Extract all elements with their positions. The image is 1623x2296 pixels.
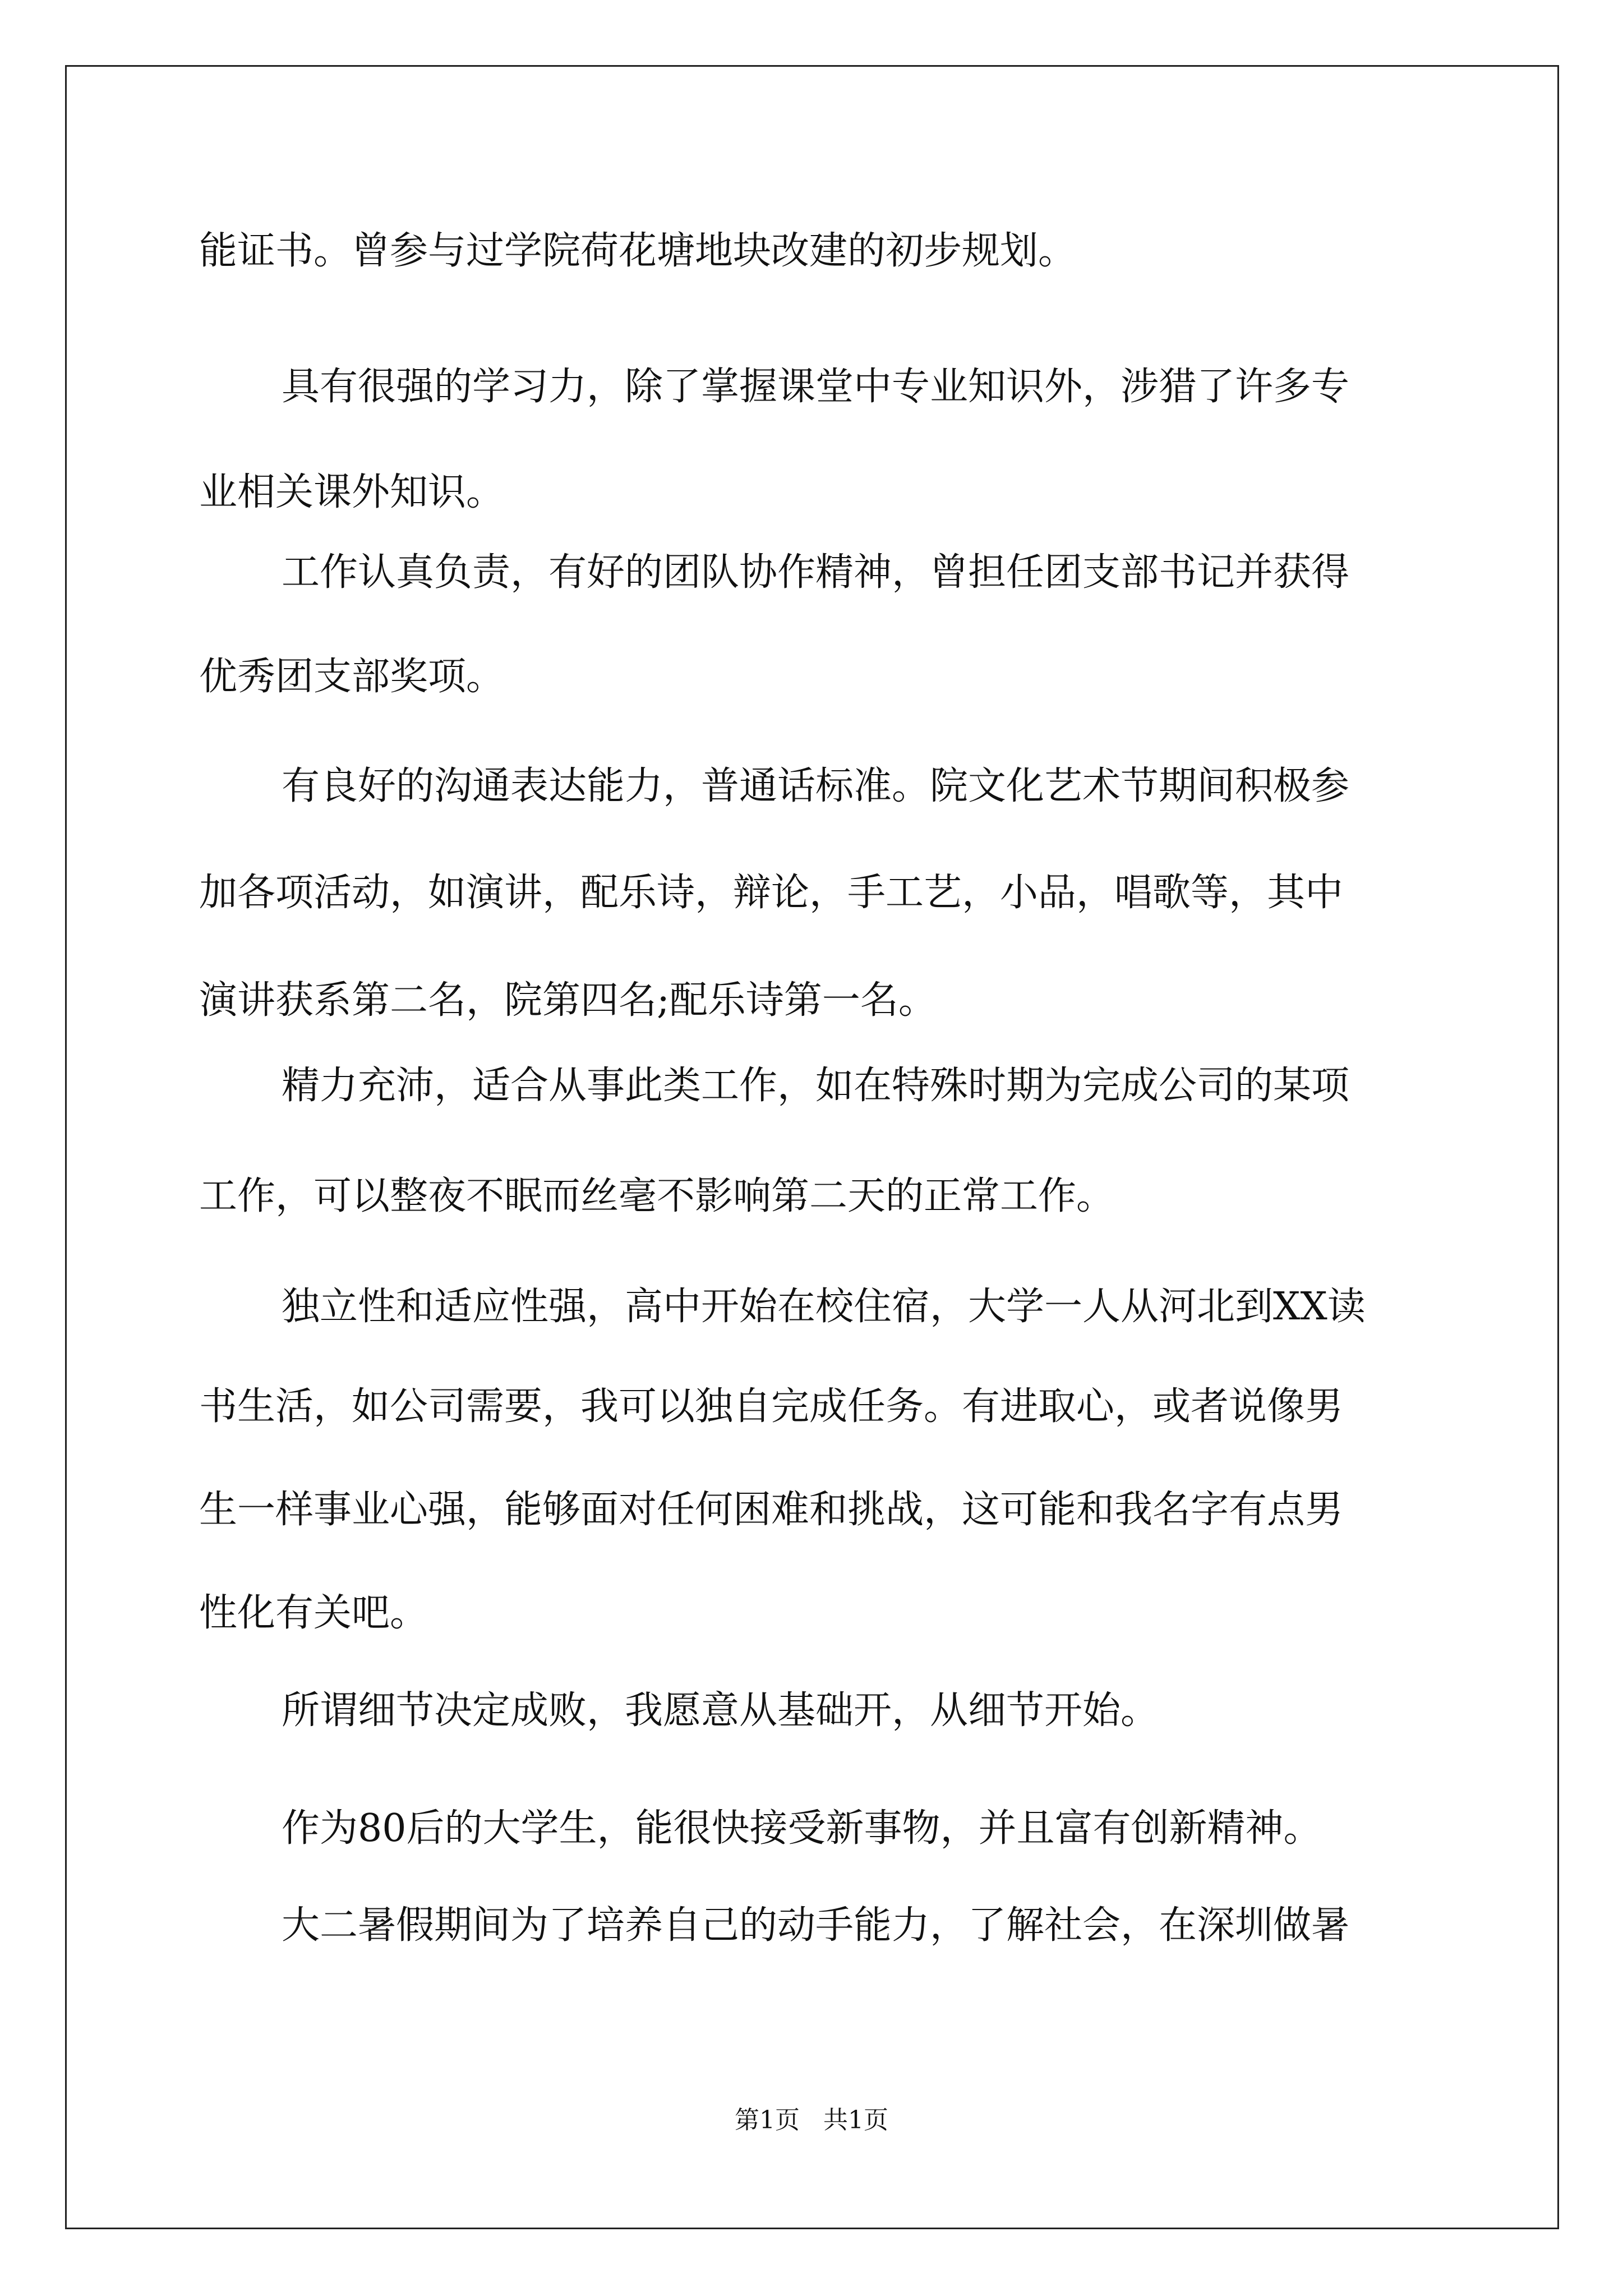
- text-line: 加各项活动，如演讲，配乐诗，辩论，手工艺，小品，唱歌等，其中: [199, 871, 1344, 915]
- text-line: 大二暑假期间为了培养自己的动手能力，了解社会，在深圳做暑: [282, 1903, 1350, 1948]
- text-line: 优秀团支部奖项。: [199, 655, 505, 699]
- text-line: 书生活，如公司需要，我可以独自完成任务。有进取心，或者说像男: [199, 1384, 1344, 1429]
- text-line: 工作，可以整夜不眠而丝毫不影响第二天的正常工作。: [199, 1174, 1115, 1218]
- text-line: 工作认真负责，有好的团队协作精神，曾担任团支部书记并获得: [282, 550, 1350, 595]
- text-line: 精力充沛，适合从事此类工作，如在特殊时期为完成公司的某项: [282, 1064, 1350, 1108]
- text-line: 独立性和适应性强，高中开始在校住宿，大学一人从河北到XX读: [282, 1285, 1366, 1329]
- text-line: 具有很强的学习力，除了掌握课堂中专业知识外，涉猎了许多专: [282, 365, 1350, 409]
- text-line: 生一样事业心强，能够面对任何困难和挑战，这可能和我名字有点男: [199, 1488, 1344, 1532]
- text-line: 作为80后的大学生，能很快接受新事物，并且富有创新精神。: [282, 1806, 1322, 1851]
- text-line: 演讲获系第二名，院第四名;配乐诗第一名。: [199, 978, 937, 1023]
- text-line: 能证书。曾参与过学院荷花塘地块改建的初步规划。: [199, 229, 1077, 273]
- text-line: 所谓细节决定成败，我愿意从基础开，从细节开始。: [282, 1688, 1159, 1733]
- text-line: 性化有关吧。: [199, 1591, 428, 1635]
- text-line: 业相关课外知识。: [199, 470, 505, 514]
- text-line: 有良好的沟通表达能力，普通话标准。院文化艺术节期间积极参: [282, 764, 1350, 808]
- page-number-footer: 第1页 共1页: [735, 2106, 888, 2134]
